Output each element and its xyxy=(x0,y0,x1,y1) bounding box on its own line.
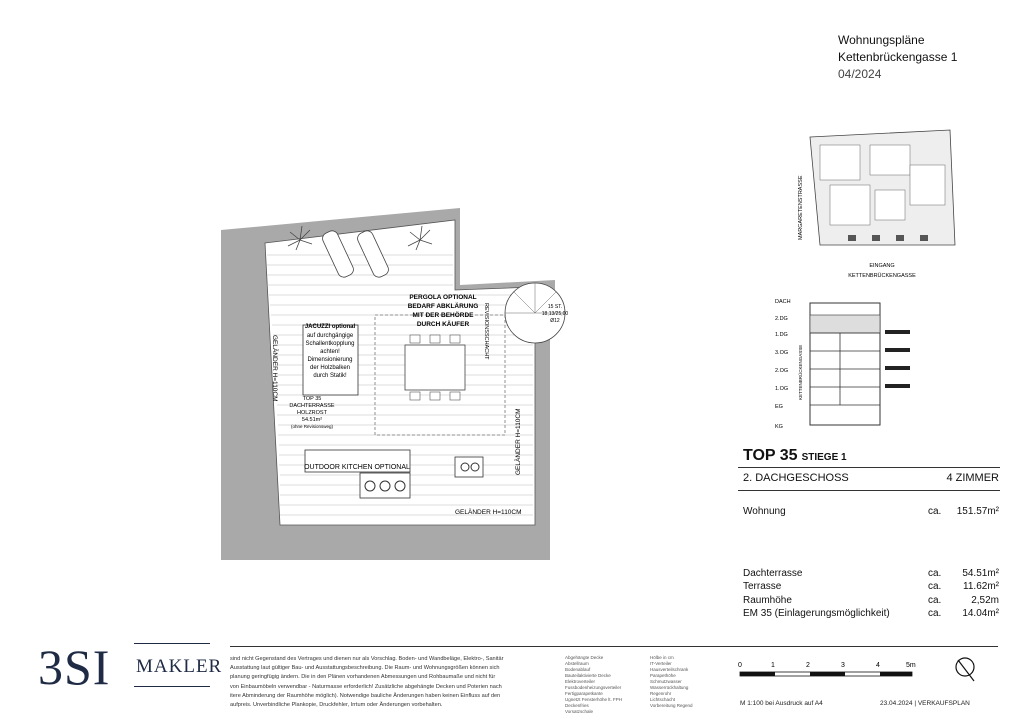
scale-bar xyxy=(738,660,918,684)
svg-text:Ø12: Ø12 xyxy=(550,318,560,324)
area-ca: ca. xyxy=(928,608,942,619)
svg-text:achten!: achten! xyxy=(320,349,340,355)
area-ca: ca. xyxy=(928,595,942,606)
svg-text:auf durchgängige: auf durchgängige xyxy=(306,333,354,339)
area-value: 54.51m² xyxy=(962,568,999,579)
area-label: EM 35 (Einlagerungsmöglichkeit) xyxy=(743,608,890,619)
disclaimer: sind nicht Gegenstand des Vertrages und dienen nur als Vorschlag. Boden- und Wandbeläge, Elektro-, Sanitär Ausstattung laut gültiger Bau- und Ausstattungsbeschreibung. Die Raum- und Wohnungsgrößen können sich planung geringfügig ändern. Die in den Plänen vorhandenen Abmessungen und Rohbaumaße und nicht für von Einbaumöbeln verwendbar - Naturmasse erforderlich! Zusätzliche abgehängte Decken und Poterien nach itere Abminderung der Raumhöhe möglich). Notwendige bauliche Änderungen haben keinen Einfluss auf den aufpreis. Unverbindliche Plankopie, Druckfehler, Irrtum oder Änderungen vorbehalten. xyxy=(230,656,504,709)
area-value: 151.57m² xyxy=(956,506,999,517)
header-date: 04/2024 xyxy=(838,67,882,81)
revision-shaft-label: REVISIONSSCHACHT xyxy=(483,303,489,360)
railing-bottom-label: GELÄNDER H=110CM xyxy=(455,509,522,516)
terrace-floor-plan xyxy=(215,195,569,565)
scale-note: M 1:100 bei Ausdruck auf A4 xyxy=(740,700,823,707)
north-arrow-icon xyxy=(952,655,980,683)
svg-text:3: 3 xyxy=(841,662,845,669)
keymap-street-left: MARGARETENSTRASSE xyxy=(798,175,804,240)
svg-text:5m: 5m xyxy=(906,662,916,669)
outdoor-kitchen-label: OUTDOOR KITCHEN OPTIONAL xyxy=(304,464,410,471)
svg-text:4: 4 xyxy=(876,662,880,669)
svg-text:KG: KG xyxy=(775,424,783,430)
unit-number: TOP 35 xyxy=(743,447,798,464)
svg-text:BEDARF ABKLÄRUNG: BEDARF ABKLÄRUNG xyxy=(407,303,479,310)
keymap-entrance: EINGANG xyxy=(869,263,895,269)
header-title: Wohnungspläne xyxy=(838,33,925,47)
svg-text:EG: EG xyxy=(775,404,783,410)
area-ca: ca. xyxy=(928,568,942,579)
svg-text:1.DG: 1.DG xyxy=(775,332,788,338)
svg-text:DURCH KÄUFER: DURCH KÄUFER xyxy=(416,321,470,328)
svg-text:1.OG: 1.OG xyxy=(775,386,789,392)
divider xyxy=(738,490,1000,491)
svg-text:DACHTERRASSE: DACHTERRASSE xyxy=(289,403,335,409)
svg-text:MIT DER BEHÖRDE: MIT DER BEHÖRDE xyxy=(412,312,474,319)
area-value: 2,52m xyxy=(971,595,999,606)
header-address: Kettenbrückengasse 1 xyxy=(838,50,958,64)
svg-text:1: 1 xyxy=(771,662,775,669)
svg-text:(ohne Revisionsweg): (ohne Revisionsweg) xyxy=(290,424,334,429)
area-value: 14.04m² xyxy=(962,608,999,619)
svg-text:TOP 35: TOP 35 xyxy=(302,396,322,402)
area-label: Wohnung xyxy=(743,506,786,517)
svg-text:Dimensionierung: Dimensionierung xyxy=(307,357,353,363)
svg-text:Schallentkopplung: Schallentkopplung xyxy=(305,341,355,347)
svg-text:durch Statik!: durch Statik! xyxy=(313,373,347,379)
svg-text:PERGOLA OPTIONAL: PERGOLA OPTIONAL xyxy=(409,294,477,301)
svg-text:der Holzbalken: der Holzbalken xyxy=(309,365,351,371)
railing-left-label: GELÄNDER H=110CM xyxy=(271,335,278,402)
unit-floor: 2. DACHGESCHOSS xyxy=(743,472,849,484)
footer-date: 23.04.2024 | VERKAUFSPLAN xyxy=(880,700,970,707)
svg-text:3.OG: 3.OG xyxy=(775,350,789,356)
area-ca: ca. xyxy=(928,581,942,592)
area-label: Terrasse xyxy=(743,581,782,592)
area-label: Raumhöhe xyxy=(743,595,792,606)
svg-text:2.DG: 2.DG xyxy=(775,316,788,322)
company-logo xyxy=(38,638,223,696)
header xyxy=(838,32,957,83)
svg-text:2: 2 xyxy=(806,662,810,669)
svg-text:JACUZZI optional: JACUZZI optional xyxy=(304,324,356,330)
unit-stair: STIEGE 1 xyxy=(801,452,847,463)
svg-text:HOLZROST: HOLZROST xyxy=(297,410,327,416)
keymap-street-bottom: KETTENBRÜCKENGASSE xyxy=(848,273,916,279)
logo-mark: 3SI xyxy=(38,639,111,695)
unit-rooms: 4 ZIMMER xyxy=(946,472,999,484)
railing-right-label: GELÄNDER H=110CM xyxy=(515,408,522,475)
svg-text:18,13/25,00: 18,13/25,00 xyxy=(541,311,569,317)
site-key-map xyxy=(760,125,960,290)
footer-divider xyxy=(230,646,998,647)
area-value: 11.62m² xyxy=(963,581,999,592)
unit-title xyxy=(743,447,847,465)
svg-text:DACH: DACH xyxy=(775,299,791,305)
svg-text:2.OG: 2.OG xyxy=(775,368,789,374)
area-ca: ca. xyxy=(928,506,942,517)
svg-text:15 ST.: 15 ST. xyxy=(547,304,563,310)
area-label: Dachterrasse xyxy=(743,568,803,579)
section-floor-labels xyxy=(775,299,791,430)
divider xyxy=(738,467,1000,468)
section-street-label: KETTENBRÜCKENGASSE xyxy=(798,344,803,400)
svg-text:0: 0 xyxy=(738,662,742,669)
building-section xyxy=(760,295,960,435)
plan-legend: Abgehängte Decke Abstellraum Bodenablauf Bauteilaktivierte Decke Elektroverteiler Fussbodenheizungsverteiler Fertigparapetkante Ugnetzt Fensterhöhe lt. FPH Deckenfries Vorsatzschale Hölbe in cm IT-Verteiler Hausverteilschrank Parapethöhe Schmutzwasser Wasserrückhaltung Regenrohr Lichtschacht Vorbereitung Regend xyxy=(565,655,693,714)
svg-text:54.51m²: 54.51m² xyxy=(301,417,323,423)
logo-name: MAKLER xyxy=(136,656,223,677)
